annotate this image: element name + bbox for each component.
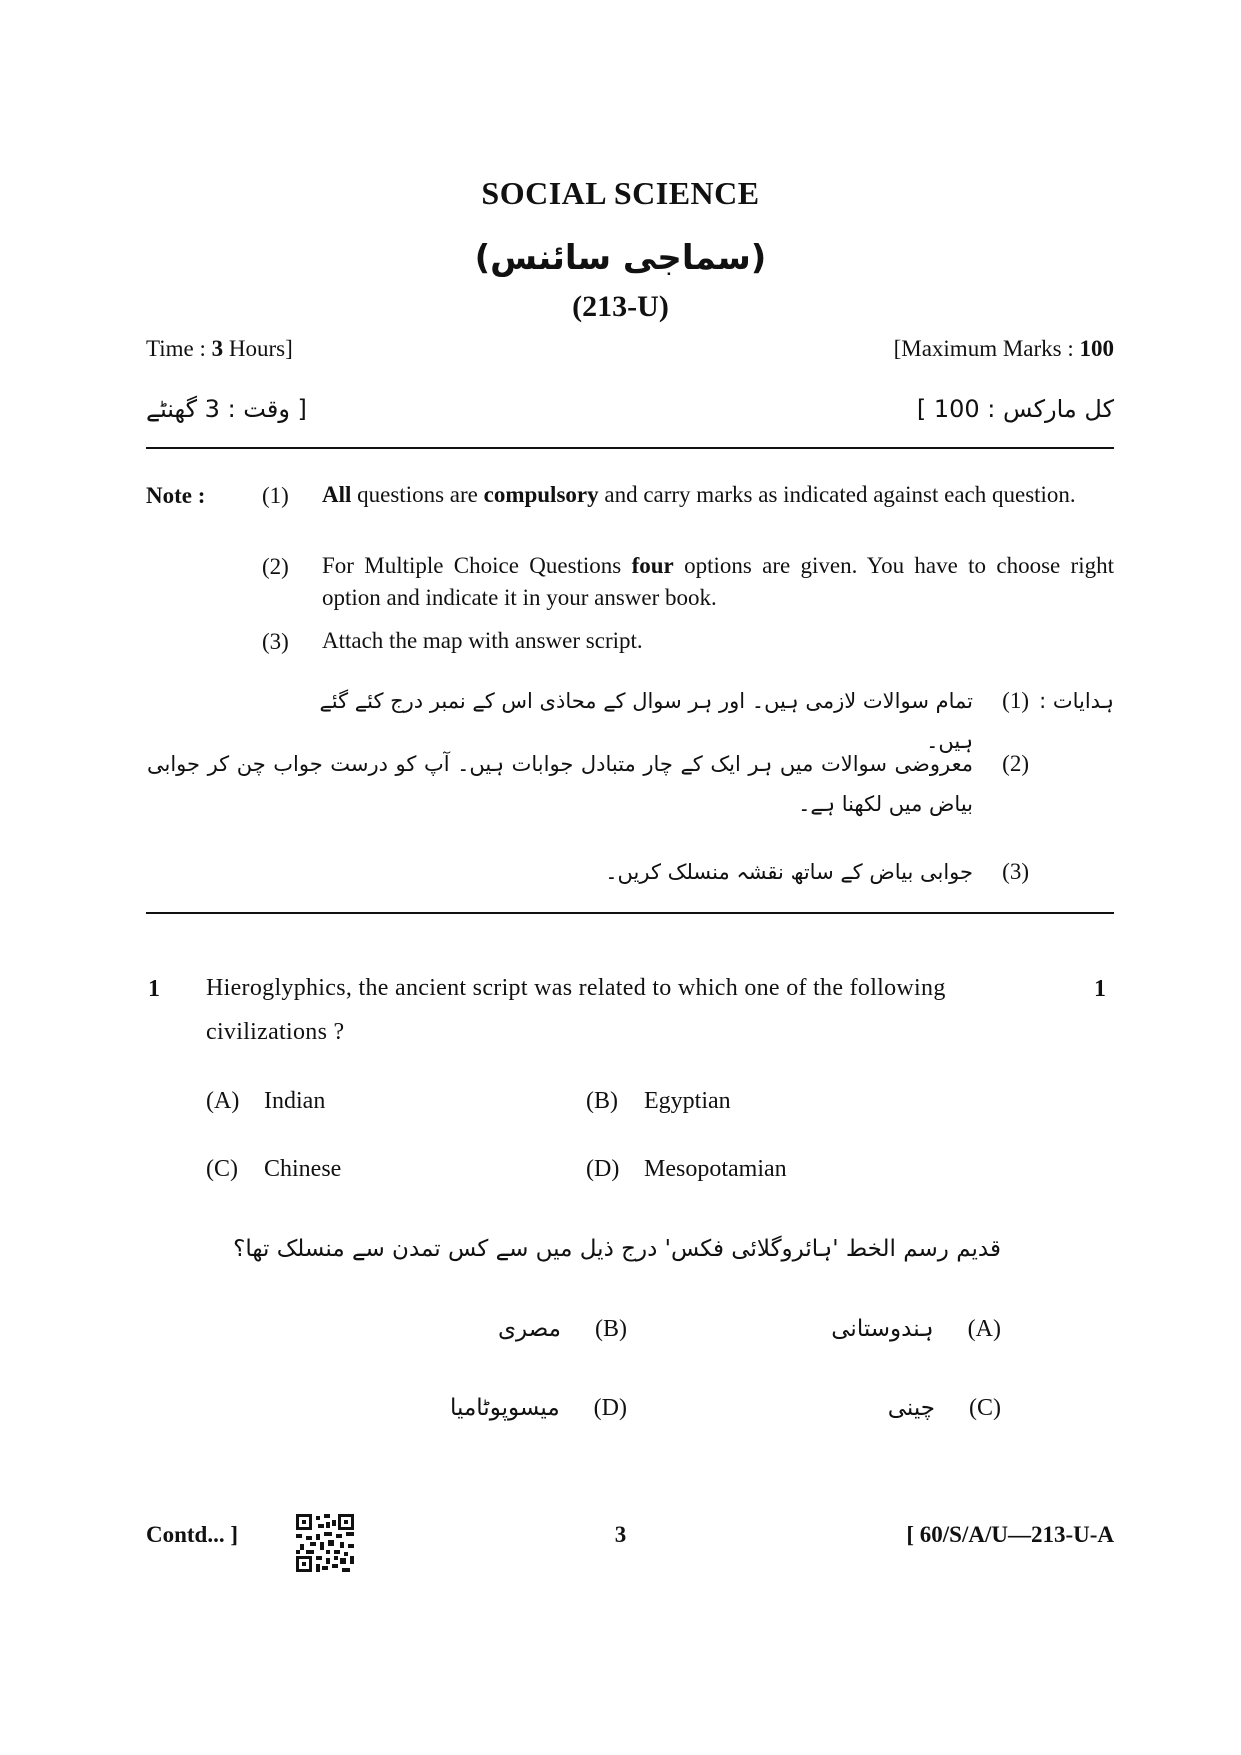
option-d-text: Mesopotamian bbox=[644, 1156, 787, 1182]
urdu-note-label: ہدایات : bbox=[1039, 689, 1114, 713]
max-marks-label: [Maximum Marks : bbox=[893, 336, 1080, 361]
option-a-text: Indian bbox=[264, 1088, 326, 1114]
urdu-question-1-text: قدیم رسم الخط 'ہائروگلائی فکس' درج ذیل میں سے کس تمدن سے منسلک تھا؟ bbox=[233, 1236, 1001, 1262]
urdu-option-b-text: مصری bbox=[498, 1316, 561, 1342]
contd-label: Contd... ] bbox=[146, 1522, 239, 1547]
note-num-3: (3) bbox=[262, 629, 289, 654]
option-a bbox=[206, 1088, 325, 1115]
option-d bbox=[586, 1156, 787, 1183]
option-c bbox=[206, 1156, 341, 1183]
urdu-time: [ وقت : 3 گھنٹے bbox=[146, 395, 307, 423]
option-c-label: (C) bbox=[206, 1156, 238, 1182]
divider-bottom bbox=[146, 912, 1114, 914]
note-1-text-a: questions are bbox=[351, 482, 484, 507]
note-2-text-a: For Multiple Choice Questions bbox=[322, 553, 632, 578]
note-1-bold-all: All bbox=[322, 482, 352, 507]
urdu-option-c bbox=[888, 1395, 1001, 1422]
note-item-3: Attach the map with answer script. bbox=[322, 628, 643, 653]
option-d-label: (D) bbox=[586, 1156, 620, 1182]
option-b bbox=[586, 1088, 731, 1115]
urdu-marks: کل مارکس : 100 ] bbox=[916, 395, 1114, 423]
urdu-option-c-label: (C) bbox=[968, 1395, 1001, 1421]
note-2-text-b: options are given. You have to choose right option and indicate it in your answer book. bbox=[322, 553, 1114, 610]
urdu-option-d-text: میسوپوٹامیا bbox=[450, 1395, 560, 1421]
option-b-text: Egyptian bbox=[644, 1088, 731, 1114]
subject-code: (213-U) bbox=[572, 290, 669, 323]
urdu-note-2: معروضی سوالات میں ہر ایک کے چار متبادل جوابات ہیں۔ آپ کو درست جواب چن کر جوابی بیاض میں لکھنا ہے۔ bbox=[147, 752, 973, 816]
urdu-note-3: جوابی بیاض کے ساتھ نقشہ منسلک کریں۔ bbox=[605, 860, 973, 884]
question-1-marks: 1 bbox=[1094, 976, 1106, 1002]
page-title: SOCIAL SCIENCE bbox=[481, 175, 760, 211]
note-num-1: (1) bbox=[262, 483, 289, 508]
urdu-note-num-1: (1) bbox=[1002, 688, 1029, 713]
question-1-number: 1 bbox=[148, 976, 160, 1002]
urdu-note-1: تمام سوالات لازمی ہیں۔ اور ہر سوال کے محاذی اس کے نمبر درج کئے گئے ہیں۔ bbox=[319, 689, 973, 753]
urdu-title: (سماجی سائنس) bbox=[474, 238, 767, 278]
urdu-option-c-text: چینی bbox=[887, 1395, 935, 1421]
divider-top bbox=[146, 447, 1114, 449]
urdu-option-b-label: (B) bbox=[594, 1316, 627, 1342]
question-1-text: Hieroglyphics, the ancient script was related to which one of the following civilizations ? bbox=[206, 975, 946, 1045]
note-num-2: (2) bbox=[262, 554, 289, 579]
max-marks-value: 100 bbox=[1079, 336, 1114, 361]
time-unit: Hours] bbox=[223, 336, 293, 361]
paper-code: [ 60/S/A/U—213-U-A bbox=[906, 1522, 1114, 1547]
note-item-1 bbox=[322, 479, 1114, 511]
time-label: Time : bbox=[146, 336, 212, 361]
page-number: 3 bbox=[614, 1522, 627, 1547]
option-c-text: Chinese bbox=[264, 1156, 342, 1182]
urdu-note-num-2: (2) bbox=[1002, 751, 1029, 776]
note-1-bold-compulsory: compulsory bbox=[483, 482, 599, 507]
note-label: Note : bbox=[146, 483, 206, 508]
urdu-note-num-3: (3) bbox=[1002, 859, 1029, 884]
note-1-text-b: and carry marks as indicated against each question. bbox=[598, 482, 1076, 507]
urdu-option-d bbox=[450, 1395, 627, 1422]
note-2-bold-four: four bbox=[631, 553, 674, 578]
time-value: 3 bbox=[211, 336, 224, 361]
time-marks-row bbox=[146, 336, 1114, 362]
note-item-2 bbox=[322, 550, 1114, 614]
urdu-time-marks-row bbox=[146, 395, 1114, 431]
option-a-label: (A) bbox=[206, 1088, 240, 1114]
urdu-option-a-text: ہندوستانی bbox=[831, 1316, 934, 1342]
urdu-option-d-label: (D) bbox=[593, 1395, 627, 1421]
urdu-option-b bbox=[498, 1316, 627, 1343]
urdu-option-a-label: (A) bbox=[967, 1316, 1001, 1342]
option-b-label: (B) bbox=[586, 1088, 618, 1114]
max-marks bbox=[894, 336, 1114, 362]
urdu-option-a bbox=[831, 1316, 1001, 1343]
